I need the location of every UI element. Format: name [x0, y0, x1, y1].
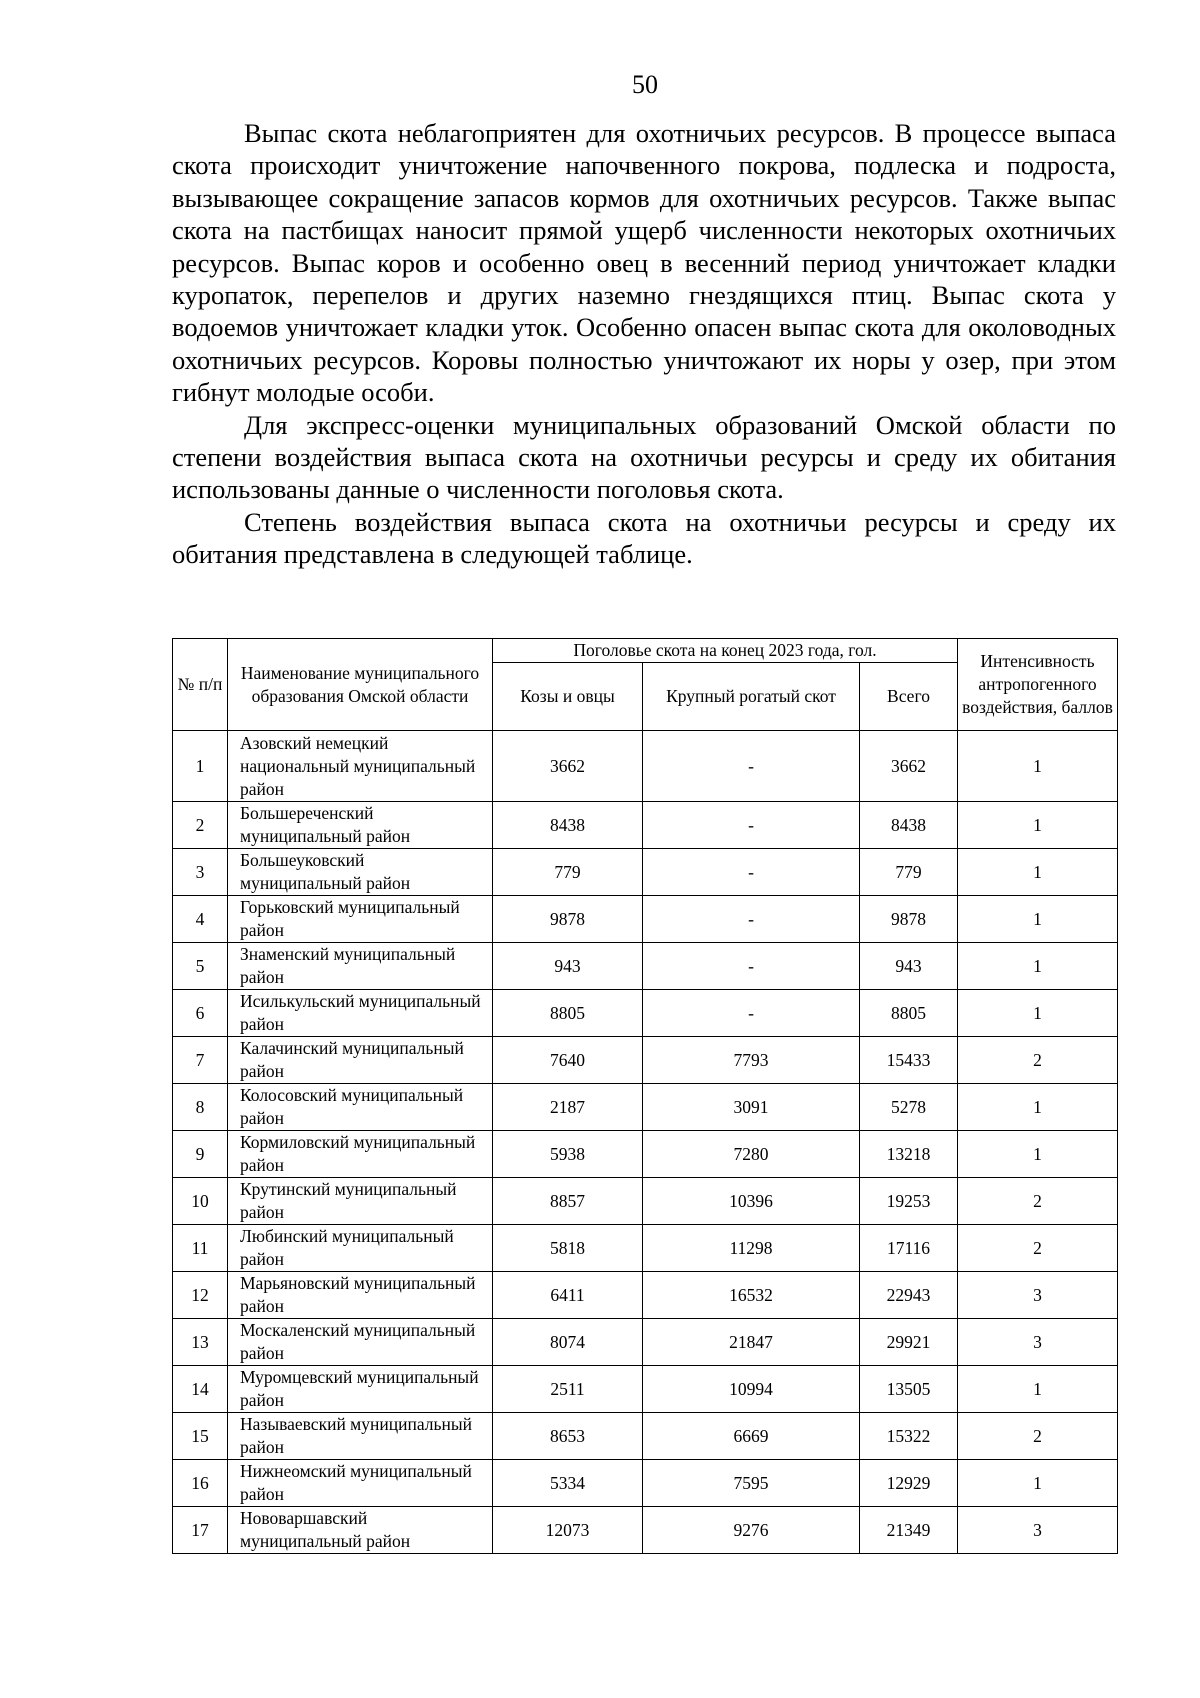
cell-total: 5278 — [860, 1084, 958, 1131]
cell-cattle: 6669 — [643, 1413, 860, 1460]
cell-score: 1 — [958, 731, 1118, 802]
table-row — [173, 1037, 1118, 1084]
cell-num: 10 — [173, 1178, 228, 1225]
cell-goats: 12073 — [493, 1507, 643, 1554]
cell-total: 8438 — [860, 802, 958, 849]
cell-num: 15 — [173, 1413, 228, 1460]
cell-total: 15433 — [860, 1037, 958, 1084]
cell-name: Большеуковский муниципальный район — [228, 849, 493, 896]
cell-cattle: - — [643, 943, 860, 990]
cell-cattle: 11298 — [643, 1225, 860, 1272]
table-row — [173, 802, 1118, 849]
paragraph-grazing-impact: Выпас скота неблагоприятен для охотничьих ресурсов. В процессе выпаса скота происходит уничтожение напочвенного покрова, подлеска и подроста, вызывающее сокращение запасов кормов для охотничьих ресурсов. Также выпас скота на пастбищах наносит прямой ущерб численности некоторых охотничьих ресурсов. Выпас коров и особенно овец в весенний период уничтожает кладки куропаток, перепелов и других наземно гнездящихся птиц. Выпас скота у водоемов уничтожает кладки уток. Особенно опасен выпас скота для околоводных охотничьих ресурсов. Коровы полностью уничтожают их норы у озер, при этом гибнут молодые особи. — [172, 118, 1116, 408]
cell-name: Колосовский муниципальный район — [228, 1084, 493, 1131]
cell-goats: 7640 — [493, 1037, 643, 1084]
paragraph-express-assessment: Для экспресс-оценки муниципальных образований Омской области по степени воздействия выпаса скота на охотничьи ресурсы и среду их обитания использованы данные о численности поголовья скота. — [172, 409, 1116, 505]
cell-total: 15322 — [860, 1413, 958, 1460]
cell-goats: 2187 — [493, 1084, 643, 1131]
cell-name: Горьковский муниципальный район — [228, 896, 493, 943]
cell-goats: 5334 — [493, 1460, 643, 1507]
cell-goats: 8074 — [493, 1319, 643, 1366]
page-number: 50 — [632, 70, 658, 99]
cell-total: 3662 — [860, 731, 958, 802]
cell-cattle: - — [643, 849, 860, 896]
cell-total: 29921 — [860, 1319, 958, 1366]
cell-cattle: 3091 — [643, 1084, 860, 1131]
cell-cattle: 10994 — [643, 1366, 860, 1413]
cell-score: 3 — [958, 1507, 1118, 1554]
cell-num: 16 — [173, 1460, 228, 1507]
header-cattle: Крупный рогатый скот — [643, 663, 860, 731]
table-row — [173, 1178, 1118, 1225]
cell-total: 19253 — [860, 1178, 958, 1225]
livestock-impact-table — [172, 638, 1118, 1554]
table-row — [173, 1319, 1118, 1366]
cell-score: 1 — [958, 1460, 1118, 1507]
header-livestock-group: Поголовье скота на конец 2023 года, гол. — [493, 639, 958, 663]
cell-num: 13 — [173, 1319, 228, 1366]
cell-name: Нижнеомский муниципальный район — [228, 1460, 493, 1507]
cell-goats: 8438 — [493, 802, 643, 849]
cell-goats: 3662 — [493, 731, 643, 802]
cell-score: 1 — [958, 943, 1118, 990]
table-row — [173, 990, 1118, 1037]
cell-score: 2 — [958, 1178, 1118, 1225]
cell-cattle: - — [643, 731, 860, 802]
cell-cattle: 7280 — [643, 1131, 860, 1178]
cell-name: Исилькульский муниципальный район — [228, 990, 493, 1037]
cell-score: 1 — [958, 990, 1118, 1037]
cell-cattle: 7595 — [643, 1460, 860, 1507]
cell-num: 8 — [173, 1084, 228, 1131]
cell-num: 12 — [173, 1272, 228, 1319]
cell-total: 779 — [860, 849, 958, 896]
cell-name: Азовский немецкий национальный муниципальный район — [228, 731, 493, 802]
cell-name: Крутинский муниципальный район — [228, 1178, 493, 1225]
table-row — [173, 1413, 1118, 1460]
cell-name: Нововаршавский муниципальный район — [228, 1507, 493, 1554]
cell-num: 11 — [173, 1225, 228, 1272]
table-row — [173, 1460, 1118, 1507]
cell-name: Называевский муниципальный район — [228, 1413, 493, 1460]
cell-total: 22943 — [860, 1272, 958, 1319]
cell-name: Марьяновский муниципальный район — [228, 1272, 493, 1319]
cell-num: 17 — [173, 1507, 228, 1554]
cell-goats: 2511 — [493, 1366, 643, 1413]
cell-cattle: 21847 — [643, 1319, 860, 1366]
cell-goats: 6411 — [493, 1272, 643, 1319]
cell-cattle: - — [643, 896, 860, 943]
paragraph-table-intro: Степень воздействия выпаса скота на охотничьи ресурсы и среду их обитания представлена в следующей таблице. — [172, 506, 1116, 570]
cell-score: 1 — [958, 802, 1118, 849]
cell-num: 1 — [173, 731, 228, 802]
table-body — [173, 731, 1118, 1554]
cell-score: 1 — [958, 896, 1118, 943]
table-row — [173, 1084, 1118, 1131]
cell-name: Муромцевский муниципальный район — [228, 1366, 493, 1413]
cell-goats: 8857 — [493, 1178, 643, 1225]
table-row — [173, 731, 1118, 802]
cell-score: 1 — [958, 1366, 1118, 1413]
cell-goats: 779 — [493, 849, 643, 896]
table-row — [173, 943, 1118, 990]
cell-num: 4 — [173, 896, 228, 943]
cell-name: Кормиловский муниципальный район — [228, 1131, 493, 1178]
cell-score: 1 — [958, 849, 1118, 896]
cell-score: 3 — [958, 1319, 1118, 1366]
cell-name: Москаленский муниципальный район — [228, 1319, 493, 1366]
table-row — [173, 1131, 1118, 1178]
cell-goats: 5938 — [493, 1131, 643, 1178]
cell-score: 2 — [958, 1037, 1118, 1084]
cell-cattle: 9276 — [643, 1507, 860, 1554]
cell-total: 13505 — [860, 1366, 958, 1413]
cell-cattle: - — [643, 802, 860, 849]
body-text — [172, 117, 1116, 571]
cell-name: Калачинский муниципальный район — [228, 1037, 493, 1084]
cell-total: 21349 — [860, 1507, 958, 1554]
cell-name: Большереченский муниципальный район — [228, 802, 493, 849]
table-row — [173, 896, 1118, 943]
header-name: Наименование муниципального образования Омской области — [228, 639, 493, 731]
cell-num: 5 — [173, 943, 228, 990]
cell-num: 14 — [173, 1366, 228, 1413]
header-num: № п/п — [173, 639, 228, 731]
cell-goats: 9878 — [493, 896, 643, 943]
cell-total: 943 — [860, 943, 958, 990]
table-row — [173, 849, 1118, 896]
cell-num: 6 — [173, 990, 228, 1037]
cell-goats: 8653 — [493, 1413, 643, 1460]
cell-num: 2 — [173, 802, 228, 849]
cell-goats: 943 — [493, 943, 643, 990]
cell-name: Знаменский муниципальный район — [228, 943, 493, 990]
cell-name: Любинский муниципальный район — [228, 1225, 493, 1272]
cell-cattle: 10396 — [643, 1178, 860, 1225]
cell-goats: 5818 — [493, 1225, 643, 1272]
cell-score: 1 — [958, 1084, 1118, 1131]
cell-num: 7 — [173, 1037, 228, 1084]
cell-total: 17116 — [860, 1225, 958, 1272]
cell-total: 9878 — [860, 896, 958, 943]
cell-total: 8805 — [860, 990, 958, 1037]
header-intensity: Интенсивность антропогенного воздействия, баллов — [958, 639, 1118, 731]
table-row — [173, 1272, 1118, 1319]
cell-num: 3 — [173, 849, 228, 896]
header-total: Всего — [860, 663, 958, 731]
table-row — [173, 1225, 1118, 1272]
cell-num: 9 — [173, 1131, 228, 1178]
cell-score: 2 — [958, 1413, 1118, 1460]
cell-total: 13218 — [860, 1131, 958, 1178]
cell-goats: 8805 — [493, 990, 643, 1037]
cell-cattle: 7793 — [643, 1037, 860, 1084]
cell-cattle: 16532 — [643, 1272, 860, 1319]
header-goats: Козы и овцы — [493, 663, 643, 731]
cell-score: 1 — [958, 1131, 1118, 1178]
cell-total: 12929 — [860, 1460, 958, 1507]
cell-score: 3 — [958, 1272, 1118, 1319]
cell-cattle: - — [643, 990, 860, 1037]
cell-score: 2 — [958, 1225, 1118, 1272]
table-row — [173, 1507, 1118, 1554]
table-row — [173, 1366, 1118, 1413]
